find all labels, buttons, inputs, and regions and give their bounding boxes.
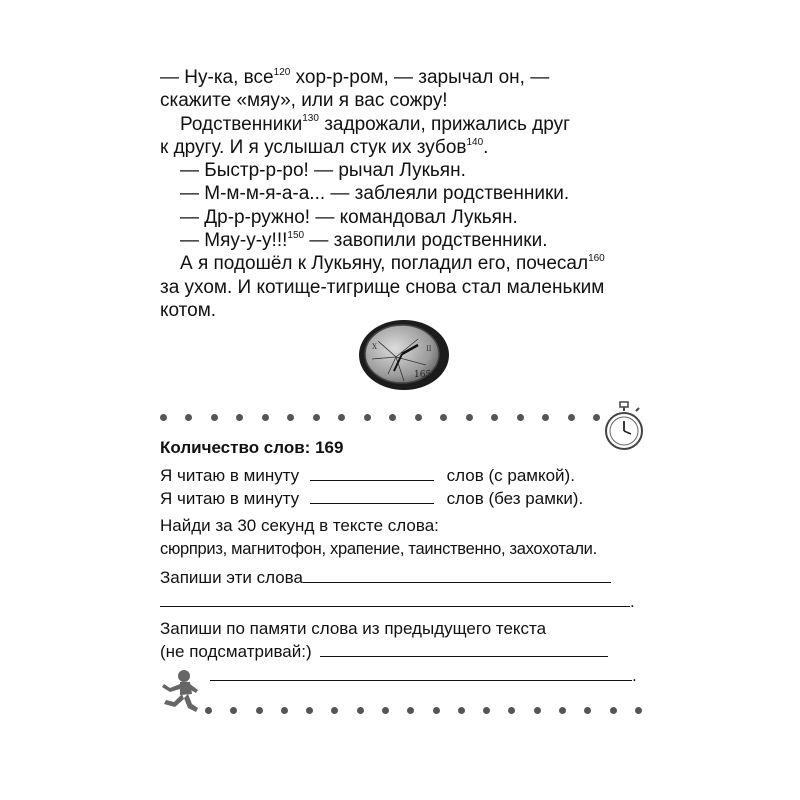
divider-dot xyxy=(584,707,591,714)
divider-dot xyxy=(262,414,269,421)
memory-task-hint: (не подсматривай:) xyxy=(160,642,312,661)
divider-dot xyxy=(281,707,288,714)
memory-task-line-2 xyxy=(160,640,608,663)
reading-speed-suffix: слов (с рамкой). xyxy=(446,466,575,485)
word-count-marker: 160 xyxy=(588,253,605,265)
divider-dot xyxy=(440,414,447,421)
divider-dot xyxy=(483,707,490,714)
story-line-text: — М-м-м-я-а-а... — заблеяли родственники. xyxy=(180,183,570,205)
story-line-text: Родственники xyxy=(180,113,303,135)
story-line-text: — Др-р-ружно! — командовал Лукьян. xyxy=(180,206,518,228)
write-words-task xyxy=(160,566,611,589)
divider-dot xyxy=(236,414,243,421)
divider-dot xyxy=(466,414,473,421)
divider-dot xyxy=(185,414,192,421)
story-line-text: . xyxy=(483,136,489,158)
word-count-value: 169 xyxy=(315,438,344,457)
divider-dot xyxy=(364,414,371,421)
divider-dot xyxy=(357,707,364,714)
story-line-text: А я подошёл к Лукьяну, погладил его, почесал xyxy=(180,253,589,275)
story-line xyxy=(160,182,642,205)
broken-clock-image xyxy=(358,319,450,391)
divider-dot xyxy=(458,707,465,714)
divider-dot xyxy=(433,707,440,714)
memory-task-line-1: Запиши по памяти слова из предыдущего текста xyxy=(160,619,547,638)
dotted-divider xyxy=(160,410,600,424)
word-count-marker: 140 xyxy=(466,136,484,148)
divider-dot xyxy=(160,414,167,421)
memory-words-blank[interactable] xyxy=(320,640,608,657)
divider-dot xyxy=(593,414,600,421)
divider-dot xyxy=(205,707,212,714)
find-words-instruction: Найди за 30 секунд в тексте слова: xyxy=(160,516,439,535)
divider-dot xyxy=(559,707,566,714)
divider-dot xyxy=(415,414,422,421)
story-line xyxy=(160,136,642,159)
story-line xyxy=(160,89,642,112)
story-line xyxy=(160,229,642,252)
story-line-text: котом. xyxy=(160,299,217,321)
divider-dot xyxy=(407,707,414,714)
reading-speed-prefix: Я читаю в минуту xyxy=(160,466,300,485)
find-words-list: сюрприз, магнитофон, храпение, таинственно, захохотали. xyxy=(160,540,597,558)
divider-dot xyxy=(287,414,294,421)
memory-words-blank[interactable] xyxy=(210,664,632,681)
divider-dot xyxy=(306,707,313,714)
story-line-text: скажите «мяу», или я вас сожру! xyxy=(160,90,448,112)
reading-speed-blank[interactable] xyxy=(310,464,434,481)
word-count xyxy=(160,437,343,459)
reading-speed-without-frame xyxy=(160,487,583,510)
story-line xyxy=(160,159,642,182)
word-count-marker: 150 xyxy=(287,229,305,241)
divider-dot xyxy=(331,707,338,714)
divider-dot xyxy=(491,414,498,421)
divider-dot xyxy=(256,707,263,714)
story-line-text: за ухом. И котище-тигрище снова стал маленьким xyxy=(160,276,605,298)
reading-speed-blank[interactable] xyxy=(310,487,434,504)
write-words-blank[interactable] xyxy=(303,566,611,583)
divider-dot xyxy=(508,707,515,714)
story-line-text: задрожали, прижались друг xyxy=(318,113,571,135)
stopwatch-icon xyxy=(604,401,644,451)
story-text xyxy=(160,66,642,322)
running-boy-icon xyxy=(158,668,202,714)
memory-task-line-3: . xyxy=(210,664,637,687)
divider-dot xyxy=(610,707,617,714)
divider-dot xyxy=(542,414,549,421)
divider-dot xyxy=(568,414,575,421)
story-line-text: — завопили родственники. xyxy=(304,230,548,252)
word-count-marker: 130 xyxy=(302,113,319,125)
reading-speed-with-frame xyxy=(160,464,575,487)
svg-text:X: X xyxy=(372,343,377,351)
story-line xyxy=(160,206,642,229)
divider-dot xyxy=(230,707,237,714)
divider-dot xyxy=(389,414,396,421)
divider-dot xyxy=(517,414,524,421)
story-line-text: к другу. И я услышал стук их зубов xyxy=(160,136,467,158)
divider-dot xyxy=(635,707,642,714)
word-count-label: Количество слов: xyxy=(160,438,311,457)
write-words-blank[interactable] xyxy=(160,590,630,607)
svg-text:165: 165 xyxy=(414,370,432,380)
svg-text:II: II xyxy=(426,345,432,353)
story-line-text: — Быстр-р-ро! — рычал Лукьян. xyxy=(180,160,466,182)
divider-dot xyxy=(211,414,218,421)
story-line xyxy=(160,252,642,275)
story-line xyxy=(160,66,642,89)
story-line-text: — Мяу-у-у!!! xyxy=(180,230,288,252)
divider-dot xyxy=(313,414,320,421)
story-line xyxy=(160,276,642,299)
dotted-divider xyxy=(205,703,642,717)
reading-speed-suffix: слов (без рамки). xyxy=(446,489,584,508)
story-line-text: — Ну-ка, все xyxy=(160,67,274,88)
write-words-label: Запиши эти слова xyxy=(160,568,303,587)
word-count-marker: 120 xyxy=(273,66,291,78)
reading-speed-prefix: Я читаю в минуту xyxy=(160,489,300,508)
write-words-line-2: . xyxy=(160,590,635,613)
divider-dot xyxy=(382,707,389,714)
story-line xyxy=(160,113,642,136)
divider-dot xyxy=(338,414,345,421)
divider-dot xyxy=(534,707,541,714)
story-line-text: хор-р-ром, — зарычал он, — xyxy=(290,67,550,88)
